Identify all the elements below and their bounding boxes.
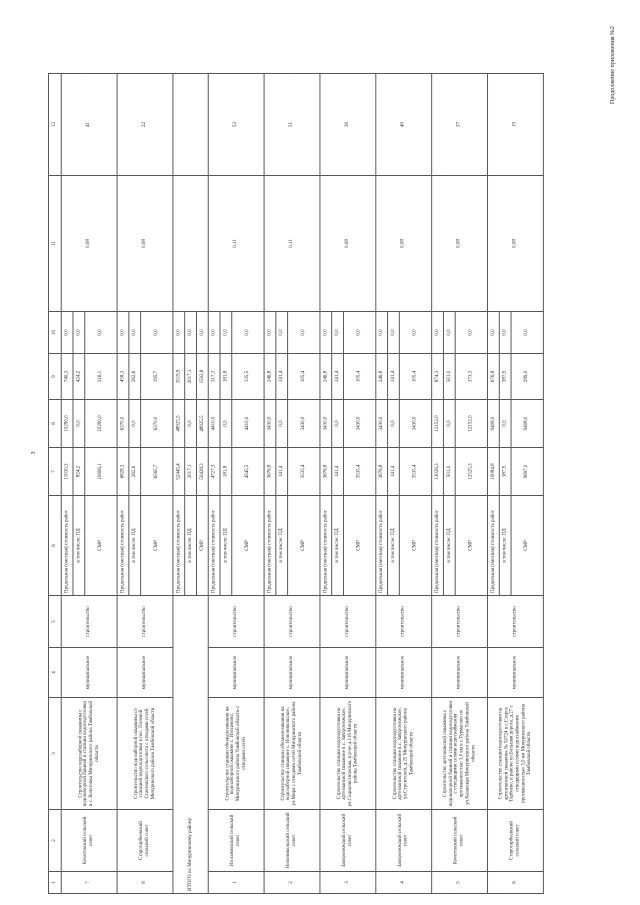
cost-label: Предельная (сметная) стоимость работ bbox=[173, 496, 185, 596]
cost-label: СМР bbox=[141, 496, 173, 596]
ownership-form: муниципальное bbox=[320, 648, 376, 698]
header-cell: 7 bbox=[48, 448, 61, 496]
value-cell: 246,8 bbox=[376, 354, 388, 400]
total-row bbox=[173, 74, 185, 894]
row-number: 3 bbox=[320, 872, 376, 894]
value-cell: 3430,0 bbox=[399, 400, 431, 448]
work-type: строительство bbox=[61, 596, 117, 648]
value-cell: 0,0 bbox=[399, 312, 431, 354]
value-cell: 0,0 bbox=[276, 400, 288, 448]
value-cell: 105,4 bbox=[288, 354, 320, 400]
cost-label: Предельная (сметная) стоимость работ bbox=[117, 496, 129, 596]
value-cell: 3535,4 bbox=[399, 448, 431, 496]
header-cell: 12 bbox=[48, 74, 61, 176]
value-cell: 0,0 bbox=[129, 400, 141, 448]
cost-label: в том числе: ПД bbox=[220, 496, 232, 596]
settlement-name: Заворонежский сельский совет bbox=[320, 810, 376, 872]
row-number: 8 bbox=[117, 872, 173, 894]
object-description: Строительство станции водоподготовки на артезианской скважине в с. Заворонежское, ул.Социалистическая, в р-не д.116 Мичуринского района Тамбовской области bbox=[320, 698, 376, 810]
value-cell: 141,4 bbox=[388, 448, 400, 496]
value-cell: 0,0 bbox=[129, 312, 141, 354]
value-cell: 0,0 bbox=[488, 312, 500, 354]
total-value: 52445,4 bbox=[173, 448, 185, 496]
value-cell: 0,0 bbox=[117, 312, 129, 354]
value-cell: 0,0 bbox=[332, 400, 344, 448]
value-cell: 501,0 bbox=[443, 448, 455, 496]
cost-label: Предельная (сметная) стоимость работ bbox=[264, 496, 276, 596]
header-cell: 2 bbox=[48, 810, 61, 872]
value-cell: 4727,3 bbox=[208, 448, 220, 496]
settlement-name: Кочетовский сельский совет bbox=[61, 810, 117, 872]
data-table bbox=[48, 73, 544, 894]
value-cell: 0,0 bbox=[443, 312, 455, 354]
cost-label: СМР bbox=[511, 496, 543, 596]
project-row bbox=[432, 74, 444, 894]
total-value: 1502,8 bbox=[196, 354, 208, 400]
col12-value: 51 bbox=[264, 74, 320, 176]
cost-label: Предельная (сметная) стоимость работ bbox=[320, 496, 332, 596]
col12-value: 40 bbox=[376, 74, 432, 176]
total-value: 0,0 bbox=[173, 312, 185, 354]
cost-label: в том числе: ПД bbox=[332, 496, 344, 596]
value-cell: 10084,8 bbox=[488, 448, 500, 496]
ownership-form: муниципальное bbox=[117, 648, 173, 698]
header-cell: 11 bbox=[48, 176, 61, 312]
value-cell: 4410,0 bbox=[208, 400, 220, 448]
value-cell: 12152,0 bbox=[432, 400, 444, 448]
ownership-form: муниципальное bbox=[488, 648, 544, 698]
value-cell: 0,0 bbox=[264, 312, 276, 354]
value-cell: 3430,0 bbox=[288, 400, 320, 448]
value-cell: 0,0 bbox=[511, 312, 543, 354]
value-cell: 874,3 bbox=[432, 354, 444, 400]
settlement-name: Старотарбеевский сельский совет bbox=[117, 810, 173, 872]
value-cell: 0,0 bbox=[73, 400, 85, 448]
work-type: строительство bbox=[488, 596, 544, 648]
value-cell: 0,0 bbox=[208, 312, 220, 354]
value-cell: 3676,8 bbox=[320, 448, 332, 496]
page-number: 3 bbox=[31, 451, 37, 455]
col12-value: 39 bbox=[320, 74, 376, 176]
col11-value: 0,11 bbox=[208, 176, 264, 312]
work-type: строительство bbox=[376, 596, 432, 648]
value-cell: 246,8 bbox=[264, 354, 276, 400]
value-cell: 373,3 bbox=[455, 354, 487, 400]
project-row bbox=[376, 74, 388, 894]
settlement-name: Заворонежский сельский совет bbox=[376, 810, 432, 872]
value-cell: 105,4 bbox=[343, 354, 375, 400]
total-label: ИТОГО по Мичуринскому району: bbox=[173, 596, 208, 894]
value-cell: 105,4 bbox=[399, 354, 431, 400]
value-cell: 0,0 bbox=[343, 312, 375, 354]
cost-label: в том числе: ПД bbox=[499, 496, 511, 596]
value-cell: 676,8 bbox=[488, 354, 500, 400]
cost-label: Предельная (сметная) стоимость работ bbox=[432, 496, 444, 596]
value-cell: 458,3 bbox=[117, 354, 129, 400]
value-cell: 424,2 bbox=[73, 354, 85, 400]
total-value: 50428,3 bbox=[196, 448, 208, 496]
total-value: 2017,1 bbox=[185, 448, 197, 496]
value-cell: 3430,0 bbox=[376, 400, 388, 448]
value-cell: 9697,0 bbox=[511, 448, 543, 496]
value-cell: 0,0 bbox=[61, 312, 73, 354]
value-cell: 289,0 bbox=[511, 354, 543, 400]
object-description: Строительство водозаборной скважины со станцией водоподготовки в пос. Полевой Стаеховского сельсовета с отводами сетей Мичуринского района Тамбовской области bbox=[117, 698, 173, 810]
work-type: строительство bbox=[117, 596, 173, 648]
object-description: Строительство станции водоподготовки на артезианской скважине № 50724 в с.Старое Тарбеево, в районе ул.Большая дорога, д.27 с отводящими сетями водоснабжения протяженностью 3,0 км Мичуринского района Тамбовской области bbox=[488, 698, 544, 810]
settlement-name: Изосимовский сельский совет bbox=[208, 810, 264, 872]
total-value: 48925,5 bbox=[173, 400, 185, 448]
value-cell: 13026,3 bbox=[432, 448, 444, 496]
total-value: 48925,5 bbox=[196, 400, 208, 448]
project-row bbox=[117, 74, 129, 894]
value-cell: 6370,0 bbox=[141, 400, 173, 448]
value-cell: 10290,0 bbox=[85, 400, 117, 448]
value-cell: 181,8 bbox=[220, 448, 232, 496]
value-cell: 0,0 bbox=[276, 312, 288, 354]
row-number: 5 bbox=[432, 872, 488, 894]
object-description: Строительство артезианской скважины с водонапорной башней и станции водоподготовки с отводящими сетями водоснабжения протяженностью 3,0 км в с.Турмасово по ул.Казанская Мичуринского района Тамбовской области bbox=[432, 698, 488, 810]
value-cell: 10290,0 bbox=[61, 400, 73, 448]
value-cell: 181,8 bbox=[220, 354, 232, 400]
object-description: Строительство станции водоподготовки на артезианской скважине в с. Заворонежское, ул.Строителей, д.25 Мичуринского района Тамбовской области bbox=[376, 698, 432, 810]
value-cell: 387,9 bbox=[499, 448, 511, 496]
ownership-form: муниципальное bbox=[264, 648, 320, 698]
row-number: 4 bbox=[376, 872, 432, 894]
row-number: 6 bbox=[488, 872, 544, 894]
value-cell: 141,4 bbox=[332, 448, 344, 496]
ownership-form: муниципальное bbox=[432, 648, 488, 698]
value-cell: 501,0 bbox=[443, 354, 455, 400]
project-row bbox=[320, 74, 332, 894]
value-cell: 3430,0 bbox=[343, 400, 375, 448]
cost-label: в том числе: ПД bbox=[276, 496, 288, 596]
value-cell: 740,3 bbox=[61, 354, 73, 400]
empty-cell bbox=[173, 176, 208, 312]
cost-label: в том числе: ПД bbox=[443, 496, 455, 596]
header-cell: 10 bbox=[48, 312, 61, 354]
value-cell: 0,0 bbox=[388, 400, 400, 448]
value-cell: 3430,0 bbox=[264, 400, 276, 448]
value-cell: 6370,0 bbox=[117, 400, 129, 448]
total-value: 0,0 bbox=[185, 312, 197, 354]
col11-value: 0,08 bbox=[117, 176, 173, 312]
cost-label: Предельная (сметная) стоимость работ bbox=[376, 496, 388, 596]
data-table-wrapper bbox=[48, 74, 597, 894]
header-cell: 4 bbox=[48, 648, 61, 698]
value-cell: 0,0 bbox=[220, 312, 232, 354]
value-cell: 141,4 bbox=[332, 354, 344, 400]
value-cell: 317,3 bbox=[208, 354, 220, 400]
value-cell: 0,0 bbox=[432, 312, 444, 354]
value-cell: 9408,0 bbox=[511, 400, 543, 448]
col11-value: 0,08 bbox=[376, 176, 432, 312]
value-cell: 246,8 bbox=[320, 354, 332, 400]
value-cell: 10606,1 bbox=[85, 448, 117, 496]
value-cell: 4545,5 bbox=[232, 448, 264, 496]
object-description: Строительство станции обезжелезивания на водозаборной скважине с. Изосимово, Мичуринского района Тамбовской области с отводами сетей bbox=[208, 698, 264, 810]
header-cell: 1 bbox=[48, 872, 61, 894]
project-row bbox=[488, 74, 500, 894]
col11-value: 0,11 bbox=[264, 176, 320, 312]
cost-label: СМР bbox=[85, 496, 117, 596]
value-cell: 11030,3 bbox=[61, 448, 73, 496]
value-cell: 3535,4 bbox=[343, 448, 375, 496]
cost-label: СМР bbox=[232, 496, 264, 596]
value-cell: 6565,7 bbox=[141, 448, 173, 496]
value-cell: 824,2 bbox=[73, 448, 85, 496]
project-row bbox=[61, 74, 73, 894]
cost-label: СМР bbox=[399, 496, 431, 596]
value-cell: 0,0 bbox=[332, 312, 344, 354]
settlement-name: Новоникольский сельский совет bbox=[264, 810, 320, 872]
cost-label: в том числе: ПД bbox=[129, 496, 141, 596]
value-cell: 0,0 bbox=[220, 400, 232, 448]
ownership-form: муниципальное bbox=[376, 648, 432, 698]
header-row bbox=[48, 74, 61, 894]
value-cell: 0,0 bbox=[499, 400, 511, 448]
value-cell: 12525,3 bbox=[455, 448, 487, 496]
work-type: строительство bbox=[208, 596, 264, 648]
value-cell: 0,0 bbox=[443, 400, 455, 448]
cost-label: СМР bbox=[196, 496, 208, 596]
col11-value: 0,08 bbox=[61, 176, 117, 312]
value-cell: 316,1 bbox=[85, 354, 117, 400]
settlement-name: Старотарбеевский сельский совет bbox=[488, 810, 544, 872]
col11-value: 0,08 bbox=[488, 176, 544, 312]
project-row bbox=[208, 74, 220, 894]
value-cell: 141,4 bbox=[388, 354, 400, 400]
row-number: 1 bbox=[208, 872, 264, 894]
ownership-form: муниципальное bbox=[208, 648, 264, 698]
header-cell: 6 bbox=[48, 496, 61, 596]
value-cell: 9408,0 bbox=[488, 400, 500, 448]
value-cell: 4410,0 bbox=[232, 400, 264, 448]
total-value: 0,0 bbox=[196, 312, 208, 354]
value-cell: 12152,0 bbox=[455, 400, 487, 448]
value-cell: 195,7 bbox=[141, 354, 173, 400]
ownership-form: муниципальное bbox=[61, 648, 117, 698]
work-type: строительство bbox=[432, 596, 488, 648]
value-cell: 0,0 bbox=[232, 312, 264, 354]
header-cell: 9 bbox=[48, 354, 61, 400]
object-description: Строительство водозаборной скважины с водонапорной башней и станции водоподготовки в с. Кочетовка Мичуринского района Тамбовской области bbox=[61, 698, 117, 810]
total-value: 0,0 bbox=[185, 400, 197, 448]
row-number: 7 bbox=[61, 872, 117, 894]
value-cell: 262,6 bbox=[129, 354, 141, 400]
value-cell: 0,0 bbox=[376, 312, 388, 354]
cost-label: Предельная (сметная) стоимость работ bbox=[208, 496, 220, 596]
col12-value: 37 bbox=[432, 74, 488, 176]
cost-label: СМР bbox=[455, 496, 487, 596]
value-cell: 0,0 bbox=[455, 312, 487, 354]
header-cell: 8 bbox=[48, 400, 61, 448]
value-cell: 0,0 bbox=[73, 312, 85, 354]
value-cell: 0,0 bbox=[288, 312, 320, 354]
col11-value: 0,08 bbox=[320, 176, 376, 312]
value-cell: 0,0 bbox=[388, 312, 400, 354]
cost-label: в том числе: ПД bbox=[185, 496, 197, 596]
total-value: 2017,1 bbox=[185, 354, 197, 400]
cost-label: СМР bbox=[288, 496, 320, 596]
col12-value: 53 bbox=[208, 74, 264, 176]
cost-label: Предельная (сметная) стоимость работ bbox=[488, 496, 500, 596]
value-cell: 0,0 bbox=[141, 312, 173, 354]
value-cell: 262,6 bbox=[129, 448, 141, 496]
total-value: 3519,9 bbox=[173, 354, 185, 400]
object-description: Строительство станции обезжелезивания на водозаборной скважине с. Новоникольское, ул.Мира с отводами сетей Мичуринского района Тамбовской области bbox=[264, 698, 320, 810]
value-cell: 3676,8 bbox=[376, 448, 388, 496]
settlement-name: Кочетовский сельский совет bbox=[432, 810, 488, 872]
value-cell: 6828,3 bbox=[117, 448, 129, 496]
row-number: 2 bbox=[264, 872, 320, 894]
empty-cell bbox=[173, 74, 208, 176]
value-cell: 0,0 bbox=[85, 312, 117, 354]
value-cell: 135,5 bbox=[232, 354, 264, 400]
value-cell: 3430,0 bbox=[320, 400, 332, 448]
work-type: строительство bbox=[320, 596, 376, 648]
cost-label: СМР bbox=[343, 496, 375, 596]
appendix-title: Продолжение приложения №2 bbox=[610, 26, 616, 104]
col12-value: 22 bbox=[117, 74, 173, 176]
value-cell: 387,9 bbox=[499, 354, 511, 400]
col11-value: 0,08 bbox=[432, 176, 488, 312]
value-cell: 0,0 bbox=[499, 312, 511, 354]
cost-label: Предельная (сметная) стоимость работ bbox=[61, 496, 73, 596]
work-type: строительство bbox=[264, 596, 320, 648]
cost-label: в том числе: ПД bbox=[388, 496, 400, 596]
col12-value: 41 bbox=[61, 74, 117, 176]
value-cell: 141,4 bbox=[276, 448, 288, 496]
table-body bbox=[48, 74, 543, 894]
cost-label: в том числе: ПД bbox=[73, 496, 85, 596]
value-cell: 0,0 bbox=[320, 312, 332, 354]
col12-value: 19 bbox=[488, 74, 544, 176]
project-row bbox=[264, 74, 276, 894]
value-cell: 3676,8 bbox=[264, 448, 276, 496]
header-cell: 3 bbox=[48, 698, 61, 810]
value-cell: 3535,4 bbox=[288, 448, 320, 496]
header-cell: 5 bbox=[48, 596, 61, 648]
value-cell: 141,4 bbox=[276, 354, 288, 400]
